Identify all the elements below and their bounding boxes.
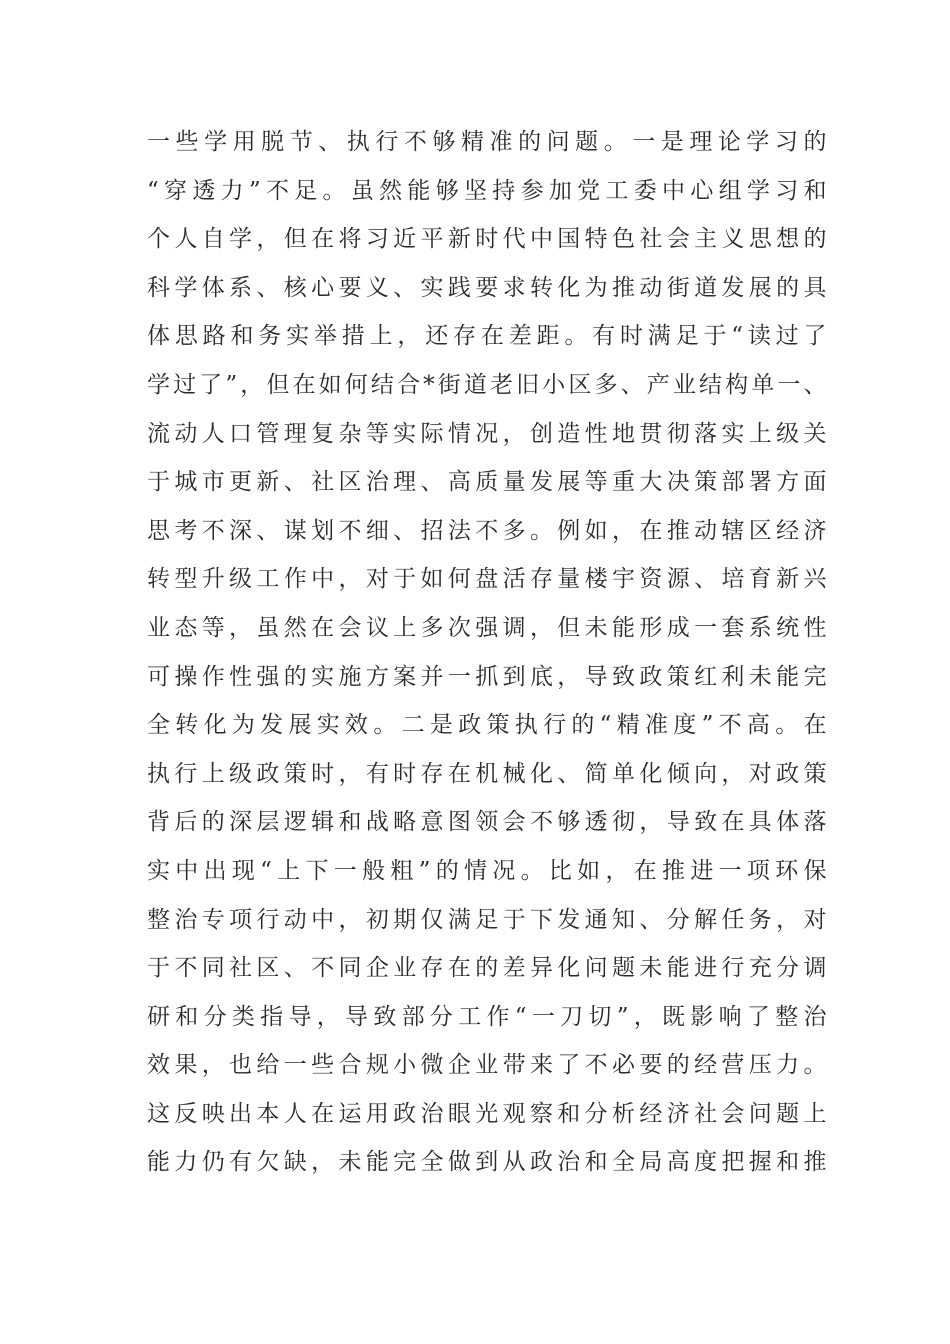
text-line: 业态等，虽然在会议上多次强调，但未能形成一套系统性: [147, 614, 827, 641]
text-line: “穿透力”不足。虽然能够坚持参加党工委中心组学习和: [147, 177, 827, 204]
text-line: 整治专项行动中，初期仅满足于下发通知、分解任务，对: [147, 906, 827, 933]
text-line: 能力仍有欠缺，未能完全做到从政治和全局高度把握和推: [147, 1149, 827, 1176]
text-line: 执行上级政策时，有时存在机械化、简单化倾向，对政策: [147, 760, 827, 787]
text-line: 体思路和务实举措上，还存在差距。有时满足于“读过了: [147, 323, 827, 350]
text-line: 思考不深、谋划不细、招法不多。例如，在推动辖区经济: [147, 517, 827, 544]
text-line: 个人自学，但在将习近平新时代中国特色社会主义思想的: [147, 226, 827, 253]
text-line: 于不同社区、不同企业存在的差异化问题未能进行充分调: [147, 955, 827, 982]
text-line: 科学体系、核心要义、实践要求转化为推动街道发展的具: [147, 274, 827, 301]
text-line: 于城市更新、社区治理、高质量发展等重大决策部署方面: [147, 469, 827, 496]
text-line: 转型升级工作中，对于如何盘活存量楼宇资源、培育新兴: [147, 566, 827, 593]
text-line: 学过了”，但在如何结合*街道老旧小区多、产业结构单一、: [147, 371, 827, 398]
text-line: 效果，也给一些合规小微企业带来了不必要的经营压力。: [147, 1052, 827, 1079]
text-line: 实中出现“上下一般粗”的情况。比如，在推进一项环保: [147, 857, 827, 884]
text-line: 可操作性强的实施方案并一抓到底，导致政策红利未能完: [147, 663, 827, 690]
text-line: 背后的深层逻辑和战略意图领会不够透彻，导致在具体落: [147, 809, 827, 836]
text-line: 全转化为发展实效。二是政策执行的“精准度”不高。在: [147, 712, 827, 739]
body-text: [147, 118, 827, 1187]
text-line: 这反映出本人在运用政治眼光观察和分析经济社会问题上: [147, 1100, 827, 1127]
text-line: 流动人口管理复杂等实际情况，创造性地贯彻落实上级关: [147, 420, 827, 447]
text-line: 一些学用脱节、执行不够精准的问题。一是理论学习的: [147, 129, 827, 155]
text-line: 研和分类指导，导致部分工作“一刀切”，既影响了整治: [147, 1003, 827, 1030]
